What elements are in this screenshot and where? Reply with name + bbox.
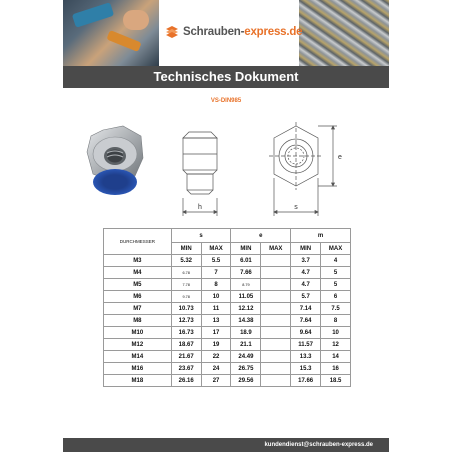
e-max-cell <box>261 291 291 303</box>
m-max-cell: 10 <box>321 327 351 339</box>
subheader: MIN <box>291 243 321 255</box>
label-s: s <box>294 204 298 211</box>
m-min-cell: 7.64 <box>291 315 321 327</box>
tools-photo <box>63 0 159 66</box>
table-row <box>104 375 351 387</box>
s-min-cell: 12.73 <box>171 315 201 327</box>
s-max-cell: 11 <box>201 303 231 315</box>
s-min-cell: 23.67 <box>171 363 201 375</box>
m-max-cell: 4 <box>321 255 351 267</box>
technical-drawings <box>63 118 389 228</box>
s-max-cell: 17 <box>201 327 231 339</box>
s-max-cell: 8 <box>201 279 231 291</box>
s-min-cell: 10.73 <box>171 303 201 315</box>
e-min-cell: 6.01 <box>231 255 261 267</box>
size-cell: M10 <box>104 327 172 339</box>
tool-shape <box>106 30 141 52</box>
e-min-cell: 14.38 <box>231 315 261 327</box>
e-min-cell: 24.49 <box>231 351 261 363</box>
m-min-cell: 13.3 <box>291 351 321 363</box>
e-min-cell: 26.75 <box>231 363 261 375</box>
m-min-cell: 5.7 <box>291 291 321 303</box>
s-min-cell: 9.78 <box>171 291 201 303</box>
footer-bar <box>63 438 389 452</box>
m-max-cell: 14 <box>321 351 351 363</box>
e-min-cell: 8.79 <box>231 279 261 291</box>
e-max-cell <box>261 315 291 327</box>
table-group-header-row <box>104 229 351 243</box>
e-min-cell: 12.12 <box>231 303 261 315</box>
subheader: MIN <box>171 243 201 255</box>
m-min-cell: 15.3 <box>291 363 321 375</box>
e-max-cell <box>261 339 291 351</box>
s-max-cell: 22 <box>201 351 231 363</box>
document-page <box>63 0 389 452</box>
hand-shape <box>123 10 149 30</box>
m-min-cell: 9.64 <box>291 327 321 339</box>
e-min-cell: 18.9 <box>231 327 261 339</box>
size-cell: M6 <box>104 291 172 303</box>
subheader: MIN <box>231 243 261 255</box>
e-max-cell <box>261 363 291 375</box>
diameter-header: DURCHMESSER <box>104 229 172 255</box>
group-header-s: s <box>171 229 231 243</box>
s-max-cell: 7 <box>201 267 231 279</box>
e-max-cell <box>261 255 291 267</box>
table-row <box>104 267 351 279</box>
table-row <box>104 339 351 351</box>
s-min-cell: 21.67 <box>171 351 201 363</box>
s-min-cell: 26.16 <box>171 375 201 387</box>
screws-photo <box>299 0 389 66</box>
s-min-cell: 7.78 <box>171 279 201 291</box>
logo-text-main: Schrauben- <box>183 26 245 38</box>
subheader: MAX <box>321 243 351 255</box>
table-row <box>104 351 351 363</box>
brand-logo <box>165 22 302 42</box>
table-row <box>104 327 351 339</box>
m-min-cell: 4.7 <box>291 267 321 279</box>
e-min-cell: 7.66 <box>231 267 261 279</box>
subheader: MAX <box>261 243 291 255</box>
m-max-cell: 18.5 <box>321 375 351 387</box>
logo-mark-icon <box>165 25 179 39</box>
e-min-cell: 11.05 <box>231 291 261 303</box>
size-cell: M8 <box>104 315 172 327</box>
m-max-cell: 5 <box>321 267 351 279</box>
label-h: h <box>198 204 202 211</box>
nut-photo <box>87 126 143 195</box>
m-max-cell: 5 <box>321 279 351 291</box>
label-e: e <box>338 154 342 161</box>
s-max-cell: 24 <box>201 363 231 375</box>
m-min-cell: 3.7 <box>291 255 321 267</box>
s-min-cell: 5.32 <box>171 255 201 267</box>
s-max-cell: 5.5 <box>201 255 231 267</box>
size-cell: M12 <box>104 339 172 351</box>
size-cell: M4 <box>104 267 172 279</box>
group-header-m: m <box>291 229 351 243</box>
size-cell: M5 <box>104 279 172 291</box>
size-cell: M18 <box>104 375 172 387</box>
m-min-cell: 7.14 <box>291 303 321 315</box>
m-max-cell: 8 <box>321 315 351 327</box>
e-max-cell <box>261 303 291 315</box>
table-row <box>104 255 351 267</box>
header <box>63 0 389 66</box>
size-cell: M7 <box>104 303 172 315</box>
m-min-cell: 11.57 <box>291 339 321 351</box>
group-header-e: e <box>231 229 291 243</box>
m-min-cell: 17.66 <box>291 375 321 387</box>
dimensions-table <box>103 228 351 387</box>
m-min-cell: 4.7 <box>291 279 321 291</box>
e-min-cell: 21.1 <box>231 339 261 351</box>
footer-email: kundendienst@schrauben-express.de <box>264 442 373 448</box>
e-max-cell <box>261 375 291 387</box>
m-max-cell: 12 <box>321 339 351 351</box>
table-row <box>104 279 351 291</box>
table-row <box>104 315 351 327</box>
logo-text-accent: express.de <box>244 26 303 38</box>
subheader: MAX <box>201 243 231 255</box>
e-max-cell <box>261 351 291 363</box>
e-max-cell <box>261 267 291 279</box>
document-code: VS-DIN985 <box>210 98 242 104</box>
table-row <box>104 363 351 375</box>
m-max-cell: 7.5 <box>321 303 351 315</box>
tool-shape <box>72 2 114 28</box>
m-max-cell: 6 <box>321 291 351 303</box>
s-max-cell: 10 <box>201 291 231 303</box>
m-max-cell: 16 <box>321 363 351 375</box>
s-min-cell: 6.78 <box>171 267 201 279</box>
table-row <box>104 291 351 303</box>
size-cell: M14 <box>104 351 172 363</box>
logo-text <box>183 26 302 38</box>
size-cell: M16 <box>104 363 172 375</box>
s-max-cell: 27 <box>201 375 231 387</box>
e-min-cell: 29.56 <box>231 375 261 387</box>
s-min-cell: 18.67 <box>171 339 201 351</box>
s-max-cell: 13 <box>201 315 231 327</box>
e-max-cell <box>261 279 291 291</box>
s-min-cell: 16.73 <box>171 327 201 339</box>
size-cell: M3 <box>104 255 172 267</box>
e-max-cell <box>261 327 291 339</box>
table-row <box>104 303 351 315</box>
banner-title: Technisches Dokument <box>63 66 389 88</box>
s-max-cell: 19 <box>201 339 231 351</box>
front-view-drawing <box>269 122 337 216</box>
